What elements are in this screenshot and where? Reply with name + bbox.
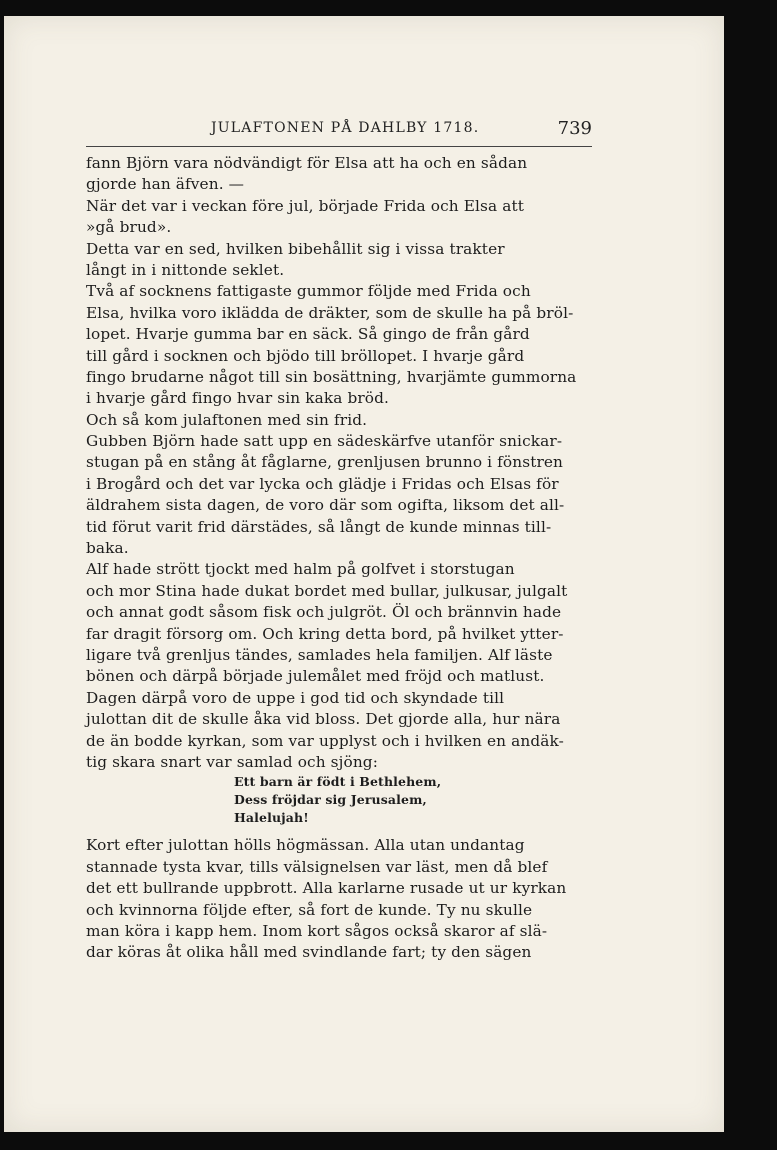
text-line: lopet. Hvarje gumma bar en säck. Så gingo de från gård bbox=[86, 325, 530, 344]
text-line: stugan på en stång åt fåglarne, grenljusen brunno i fönstren bbox=[86, 453, 564, 472]
paragraph-lines bbox=[86, 153, 592, 773]
text-line: »gå brud». bbox=[86, 218, 172, 237]
text-line: fingo brudarne något till sin bosättning, hvarjämte gummorna bbox=[86, 367, 577, 386]
text-line: Ett barn är födt i Bethlehem, bbox=[234, 774, 442, 790]
text-line: tig skara snart var samlad och sjöng: bbox=[86, 752, 378, 771]
text-line: Dagen därpå voro de uppe i god tid och skyndade till bbox=[86, 688, 505, 707]
paragraph-lines-after bbox=[86, 835, 592, 963]
text-line: i Brogård och det var lycka och glädje i Fridas och Elsas för bbox=[86, 474, 559, 493]
text-line: långt in i nittonde seklet. bbox=[86, 260, 285, 279]
text-line: tid förut varit frid därstädes, så långt de kunde minnas till- bbox=[86, 517, 552, 536]
book-page bbox=[4, 16, 724, 1132]
hymn-verse bbox=[234, 773, 592, 827]
text-line: Dess fröjdar sig Jerusalem, bbox=[234, 792, 427, 808]
text-line: far dragit försorg om. Och kring detta bord, på hvilket ytter- bbox=[86, 624, 564, 643]
text-line: och mor Stina hade dukat bordet med bullar, julkusar, julgalt bbox=[86, 581, 568, 600]
text-line: dar köras åt olika håll med svindlande fart; ty den sägen bbox=[86, 943, 532, 962]
text-line: julottan dit de skulle åka vid bloss. Det gjorde alla, hur nära bbox=[86, 710, 561, 729]
text-line: Detta var en sed, hvilken bibehållit sig i vissa trakter bbox=[86, 239, 505, 258]
text-line: baka. bbox=[86, 539, 129, 558]
text-line: gjorde han äfven. — bbox=[86, 175, 245, 194]
text-line: Halelujah! bbox=[234, 810, 309, 826]
text-line: fann Björn vara nödvändigt för Elsa att ha och en sådan bbox=[86, 154, 528, 172]
text-line: Och så kom julaftonen med sin frid. bbox=[86, 410, 368, 429]
text-line: ligare två grenljus tändes, samlades hela familjen. Alf läste bbox=[86, 645, 553, 664]
page-header bbox=[86, 120, 592, 147]
text-line: och kvinnorna följde efter, så fort de kunde. Ty nu skulle bbox=[86, 900, 533, 919]
text-line: När det var i veckan före jul, började Frida och Elsa att bbox=[86, 196, 525, 215]
body-text bbox=[86, 153, 592, 964]
text-line: Elsa, hvilka voro iklädda de dräkter, som de skulle ha på bröl- bbox=[86, 303, 574, 322]
text-line: Två af socknens fattigaste gummor följde med Frida och bbox=[86, 282, 531, 301]
text-line: Gubben Björn hade satt upp en sädeskärfve utanför snickar- bbox=[86, 432, 563, 451]
text-line: och annat godt såsom fisk och julgröt. Öl och brännvin hade bbox=[86, 603, 562, 622]
text-line: bönen och därpå började julemålet med fröjd och matlust. bbox=[86, 667, 545, 686]
text-line: det ett bullrande uppbrott. Alla karlarne rusade ut ur kyrkan bbox=[86, 879, 567, 898]
text-line: Alf hade strött tjockt med halm på golfvet i storstugan bbox=[86, 560, 515, 579]
text-line: i hvarje gård fingo hvar sin kaka bröd. bbox=[86, 389, 390, 408]
text-line: Kort efter julottan hölls högmässan. Alla utan undantag bbox=[86, 836, 525, 855]
page-number: 739 bbox=[557, 118, 592, 139]
text-line: stannade tysta kvar, tills välsignelsen var läst, men då blef bbox=[86, 857, 548, 876]
text-line: de än bodde kyrkan, som var upplyst och i hvilken en andäk- bbox=[86, 731, 564, 750]
text-line: äldrahem sista dagen, de voro där som ogifta, liksom det all- bbox=[86, 496, 565, 515]
text-line: man köra i kapp hem. Inom kort sågos också skaror af slä- bbox=[86, 921, 548, 940]
text-line: till gård i socknen och bjödo till bröllopet. I hvarje gård bbox=[86, 346, 525, 365]
running-title: JULAFTONEN PÅ DAHLBY 1718. bbox=[211, 120, 480, 136]
